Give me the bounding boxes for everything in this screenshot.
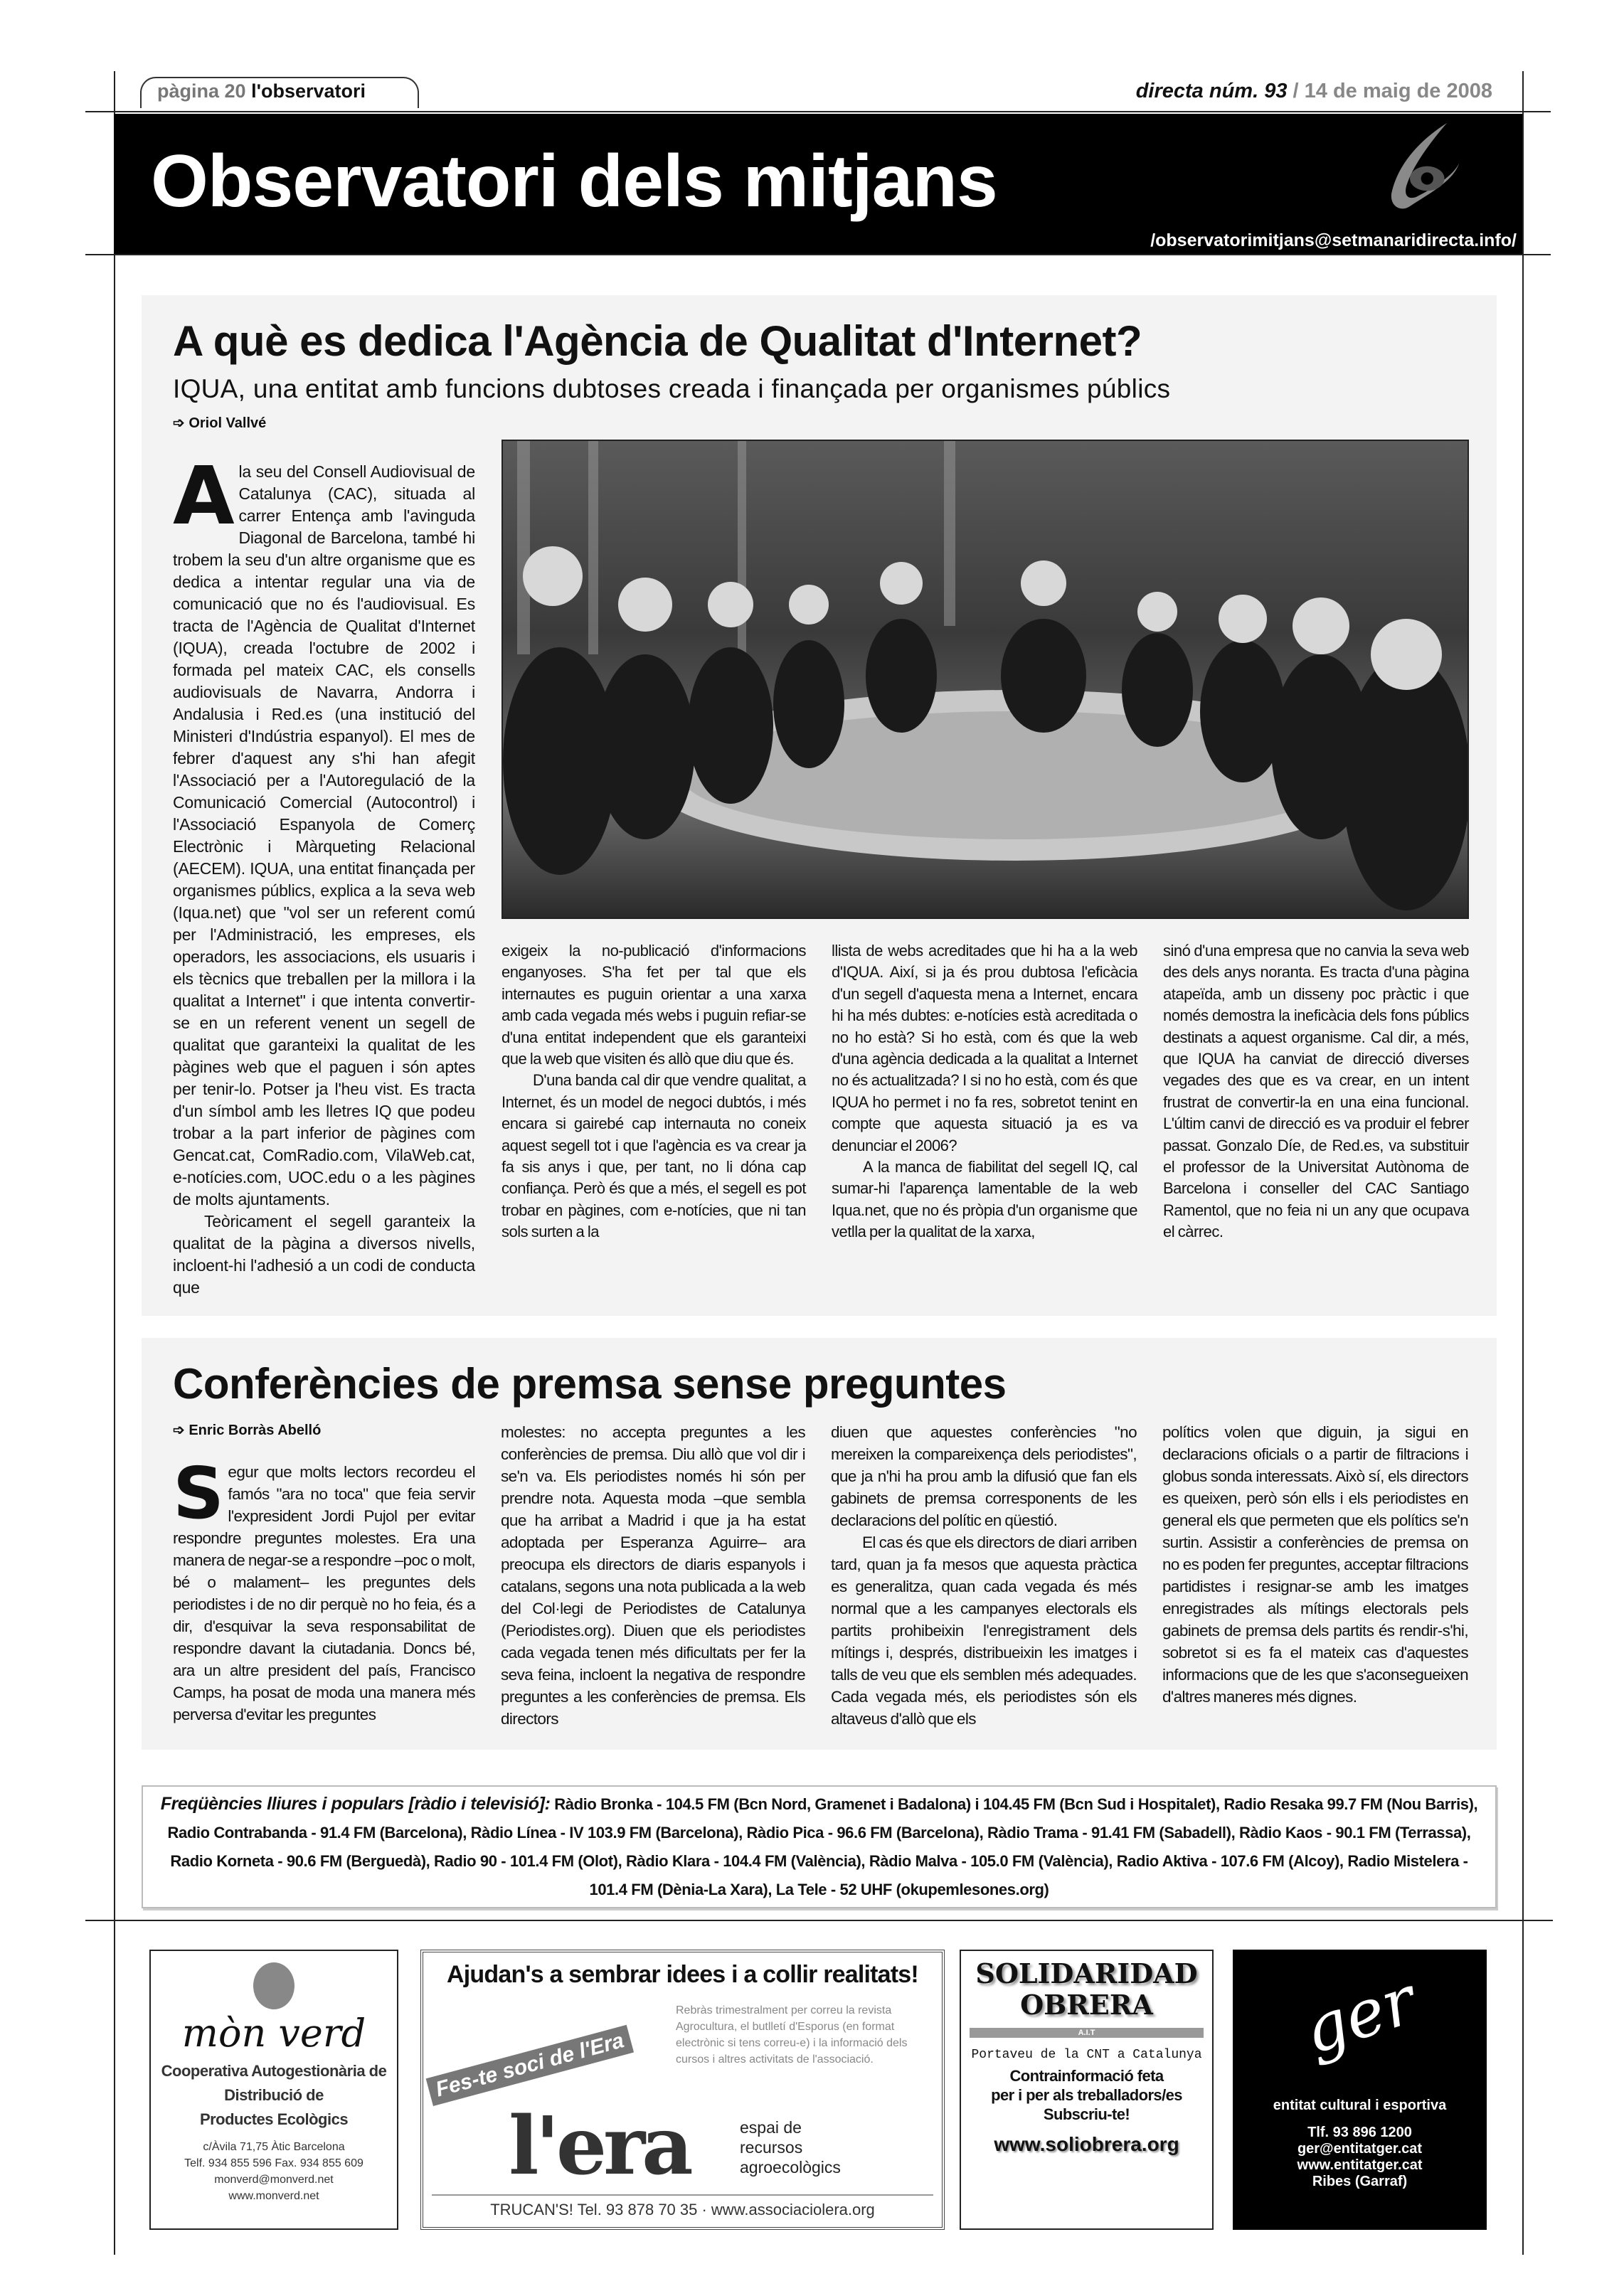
paragraph: polítics volen que diguin, ja sigui en declaracions oficials o a partir de filtracions i globus sonda interessats. Això sí, els directors es queixen, però són ells i els periodistes en general els que permeten que els polítics se'n surtin. Assistir a conferències de premsa on no es poden fer preguntes, acceptar filtracions partidistes i resignar-se amb les imatges enregistrades als mítings electorals pels gabinets de premsa dels partits és rendir-s'hi, sobretot si es fa el mateix cas d'aquestes informacions que de les que s'aconsegueixen d'altres maneres més dignes. xyxy=(1162,1423,1468,1706)
paragraph: llista de webs acreditades que hi ha a la web d'IQUA. Així, si ja és prou dubtosa l'eficàcia d'un segell d'aquesta mena a Internet, encara hi ha més dubtes: e-notícies està acreditada o no ho està? Si ho està, com és que la web d'una agència dedicada a la qualitat a Internet no és actualitzada? I si no ho està, com és que IQUA ho permet i no fa res, sobretot tenint en compte que aquesta situació ja es va denunciar el 2006? xyxy=(832,942,1137,1154)
ads-row xyxy=(142,1950,1497,2230)
frame-line-top xyxy=(85,111,1551,112)
ger-logo: ger xyxy=(1294,1962,1425,2069)
meeting-photo-illustration xyxy=(503,441,1469,919)
solidaridad-line: Contrainformació feta xyxy=(1009,2067,1164,2085)
masthead-band xyxy=(114,114,1522,254)
lera-footer: TRUCAN'S! Tel. 93 878 70 35 · www.associaciolera.org xyxy=(490,2201,875,2218)
page-content xyxy=(142,295,1497,2230)
solidaridad-web[interactable]: www.soliobrera.org xyxy=(994,2133,1179,2155)
solidaridad-line: Subscriu-te! xyxy=(1043,2105,1130,2123)
solidaridad-line: Portaveu de la CNT a Catalunya xyxy=(971,2048,1202,2062)
ad-ger[interactable] xyxy=(1233,1950,1487,2230)
issue-info xyxy=(1136,78,1492,104)
ger-phone: Tlf. 93 896 1200 xyxy=(1307,2125,1412,2140)
article-column-1 xyxy=(173,440,475,1299)
lera-blurb: Rebràs trimestralment per correu la revista Agrocultura, el butlletí d'Esporus (en format electrònic si tens correu-e) i la informació dels cursos i altres activitats de l'associació. xyxy=(676,2004,908,2066)
byline xyxy=(173,414,1465,432)
article-iqua xyxy=(142,295,1497,1316)
ger-email[interactable]: ger@entitatger.cat xyxy=(1297,2141,1423,2157)
article-column-4 xyxy=(1163,940,1469,1243)
radio-line: Radio Resaka 99.7 FM (Nou Barris), Radio Contrabanda - 91.4 FM (Barcelona), Ràdio Línea - IV 103.9 FM (Barcelona), Ràdio Pica - 96.6 FM (Barcelona), xyxy=(167,1795,1478,1841)
radio-line: Ràdio Trama - 91.41 FM (Sabadell), Ràdio Kaos - 90.1 FM (Terrassa), Radio Korneta - 90.6 FM (Berguedà), Radio 90 - 101.4 FM (Olot), Ràdio Klara - 104.4 FM (València), xyxy=(170,1824,1471,1870)
lera-tagline: recursos xyxy=(740,2138,803,2157)
contact-email[interactable]: /observatorimitjans@setmanaridirecta.info/ xyxy=(1150,230,1517,250)
radio-line: Ràdio Malva - 105.0 FM (València), Radio Aktiva - 107.6 FM (Alcoy), Radio Mistelera - 101.4 FM (Dènia-La Xara), La Tele - 52 UHF (okupemlesones.org) xyxy=(589,1852,1468,1898)
author-name: Oriol Vallvé xyxy=(189,415,267,431)
lera-banner: Fes-te soci de l'Era xyxy=(426,2025,635,2106)
frame-line-left xyxy=(114,71,115,2255)
meeting-photo xyxy=(501,440,1469,919)
paragraph: A la manca de fiabilitat del segell IQ, cal sumar-hi l'aparença lamentable de la web Iqua.net, que no és pròpia d'un organisme que vetlla per la qualitat de la xarxa, xyxy=(832,1158,1137,1241)
page-section-tab xyxy=(140,77,419,108)
drop-cap: A xyxy=(173,450,235,543)
ad-lera[interactable] xyxy=(420,1950,945,2230)
article-title: Conferències de premsa sense preguntes xyxy=(173,1360,1007,1408)
masthead-title: Observatori dels mitjans xyxy=(151,140,997,223)
article-subtitle: IQUA, una entitat amb funcions dubtoses creada i finançada per organismes públics xyxy=(173,374,1171,403)
logo-circle-icon xyxy=(253,1962,294,2009)
lera-tagline: agroecològics xyxy=(740,2158,841,2177)
lera-tagline: espai de xyxy=(740,2118,802,2137)
monverd-org-line: Productes Ecològics xyxy=(199,2110,349,2128)
paragraph: El cas és que els directors de diari arriben tard, quan ja fa mesos que aquesta pràctica es generalitza, quan cada vegada és més normal que a les campanyes electorals els partits prohibeixin l'enregistrament dels mítings i, després, distribueixin les imatges i talls de veu que els semblen més adequades. Cada vegada més, els periodistes són els altaveus d'allò que els xyxy=(831,1534,1137,1728)
monverd-email[interactable]: monverd@monverd.net xyxy=(214,2174,334,2186)
paragraph: Teòricament el segell garanteix la qualitat de la pàgina a diversos nivells, incloent-hi l'adhesió a un codi de conducta que xyxy=(173,1212,475,1297)
paragraph: D'una banda cal dir que vendre qualitat, a Internet, és un model de negoci dubtós, i més encara si gairebé cap internauta no coneix aquest segell tot i que l'agència es va crear ja fa sis anys i que, per tant, no li dóna cap confiança. Però és que a més, el segell es pot trobar en pàgines, com e-notícies, que ni tan sols surten a la xyxy=(501,1071,806,1241)
solidaridad-logo: OBRERA xyxy=(1020,1989,1153,2021)
article-body xyxy=(173,1421,1468,1730)
article-column-1 xyxy=(173,1421,475,1730)
article-column-4 xyxy=(1162,1421,1468,1730)
article-column-1-text xyxy=(173,1452,475,1726)
ait-label: A.I.T xyxy=(1078,2029,1095,2037)
solidaridad-line: per i per als treballadors/es xyxy=(991,2086,1182,2104)
section-name: l'observatori xyxy=(251,80,366,102)
drop-cap: S xyxy=(173,1452,224,1535)
lera-headline: Ajudan's a sembrar idees i a collir realitats! xyxy=(447,1961,918,1988)
page-number: pàgina 20 xyxy=(157,80,246,102)
article-press-conferences xyxy=(142,1338,1497,1750)
radio-heading: Freqüències lliures i populars [ràdio i televisió]: xyxy=(160,1794,551,1814)
monverd-org-line: Distribució de xyxy=(224,2086,324,2104)
radio-line: Ràdio Bronka - 104.5 FM (Bcn Nord, Gramenet i Badalona) i 104.45 FM (Bcn Sud i Hospitalet), xyxy=(554,1795,1220,1813)
divider xyxy=(432,2194,933,2196)
ger-place: Ribes (Garraf) xyxy=(1312,2174,1408,2189)
monverd-logo: mòn verd xyxy=(181,2011,366,2056)
article-title: A què es dedica l'Agència de Qualitat d'Internet? xyxy=(173,317,1142,365)
frame-line-right xyxy=(1522,71,1524,2255)
byline-arrow-icon: ➩ xyxy=(173,1423,185,1438)
monverd-address: c/Àvila 71,75 Àtic Barcelona xyxy=(203,2141,345,2153)
article-column-2 xyxy=(501,940,806,1243)
article-column-3 xyxy=(832,940,1137,1243)
paragraph: diuen que aquestes conferències "no mereixen la compareixença dels periodistes", que ja n'hi ha prou amb la difusió que fan els gabinets de premsa corresponents de les declaracions del polític en qüestió. xyxy=(831,1423,1137,1529)
eye-logo-icon xyxy=(1373,119,1465,219)
article-column-2 xyxy=(501,1421,805,1730)
article-columns-row xyxy=(501,940,1469,1243)
issue-number: directa núm. 93 xyxy=(1135,80,1288,102)
radio-frequencies-box xyxy=(142,1785,1497,1908)
monverd-web[interactable]: www.monverd.net xyxy=(228,2190,319,2202)
paragraph: la seu del Consell Audiovisual de Catalunya (CAC), situada al carrer Entença amb l'avinguda Diagonal de Barcelona, també hi trobem la seu d'un altre organisme que es dedica a intentar regular una via de comunicació que no és l'audiovisual. Es tracta de l'Agència de Qualitat d'Internet (IQUA), creada l'octubre de 2002 i formada pel mateix CAC, els consells audiovisuals de Navarra, Andorra i Andalusia i Red.es (una institució del Ministeri d'Indústria espanyol). El mes de febrer d'aquest any s'hi han afegit l'Associació per a l'Autoregulació de la Comunicació Comercial (Autocontrol) i l'Associació Espanyola de Comerç Electrònic i Màrqueting Relacional (AECEM). IQUA, una entitat finançada per organismes públics, explica a la seva web (Iqua.net) que "vol ser un referent comú per l'Administració, les empreses, els operadors, les associacions, els usuaris i els tècnics que treballen per la millora i la qualitat a Internet" i que intenta convertir-se en un referent venent un segell de qualitat que garanteixi la qualitat de les pàgines web que el paguen i són aptes per tenir-lo. Potser ja l'heu vist. Es tracta d'un símbol amb les lletres IQ que podeu trobar a la part inferior de pàgines com Gencat.cat, ComRadio.com, VilaWeb.cat, e-notícies.com, UOC.edu o a les pàgines de molts ajuntaments. xyxy=(173,462,475,1208)
monverd-phone: Telf. 934 855 596 Fax. 934 855 609 xyxy=(184,2157,363,2169)
article-right-area xyxy=(501,440,1469,1299)
lera-logo: l'era xyxy=(509,2100,690,2193)
author-name: Enric Borràs Abelló xyxy=(189,1423,322,1438)
ger-tagline: entitat cultural i esportiva xyxy=(1273,2098,1447,2113)
paragraph: exigeix la no-publicació d'informacions enganyoses. S'ha fet per tal que els internautes es puguin orientar a una xarxa amb cada vegada més webs i puguin refiar-se d'una entitat independent que els garanteixi que la web que visiten és allò que diu que és. xyxy=(501,942,806,1068)
paragraph: molestes: no accepta preguntes a les conferències de premsa. Diu allò que vol dir i se'n va. Els periodistes només hi són per prendre nota. Aquesta moda –que sembla que ha arribat a Madrid i que ja ha estat adoptada per Esperanza Aguirre– ara preocupa els directors de diaris espanyols i catalans, segons una nota publicada a la web del Col·legi de Periodistes de Catalunya (Periodistes.org). Diuen que els periodistes cada vegada tenen més dificultats per fer la seva feina, incloent la negativa de respondre preguntes a les conferències de premsa. Els directors xyxy=(501,1423,805,1728)
frame-line-ads xyxy=(85,1920,1553,1921)
issue-date: / 14 de maig de 2008 xyxy=(1293,80,1492,102)
byline xyxy=(173,1421,475,1440)
byline-arrow-icon: ➩ xyxy=(173,415,185,431)
ger-web[interactable]: www.entitatger.cat xyxy=(1297,2157,1423,2173)
article-body xyxy=(173,440,1469,1299)
monverd-org-line: Cooperativa Autogestionària de xyxy=(161,2062,387,2080)
frame-line-band-bottom xyxy=(85,254,1551,255)
ad-solidaridad-obrera[interactable] xyxy=(960,1950,1214,2230)
article-column-3 xyxy=(831,1421,1137,1730)
ad-monverd[interactable] xyxy=(149,1950,398,2230)
ait-bar xyxy=(970,2028,1204,2038)
solidaridad-logo: SOLIDARIDAD xyxy=(975,1957,1198,1989)
paragraph: egur que molts lectors recordeu el famós "ara no toca" que feia servir l'expresident Jordi Pujol per evitar respondre preguntes molestes. Era una manera de negar-se a respondre –poc o molt, bé o malament– les preguntes dels periodistes i de no dir perquè no ho feia, és a dir, d'esquivar la seva responsabilitat de respondre davant la ciutadania. Doncs bé, ara un altre president del país, Francisco Camps, ha posat de moda una manera més perversa d'evitar les preguntes xyxy=(173,1463,475,1723)
paragraph: sinó d'una empresa que no canvia la seva web des dels anys noranta. Es tracta d'una pàgina atapeïda, amb un disseny poc pràctic i que només demostra la ineficàcia dels fons públics destinats a aquest organisme. Cal dir, a més, que IQUA ha canviat de direcció diverses vegades des que es va crear, en un intent frustrat de convertir-la en una eina funcional. L'últim canvi de direcció es va produir el febrer passat. Gonzalo Díe, de Red.es, va substituir el professor de la Universitat Autònoma de Barcelona i conseller del CAC Santiago Ramentol, que no feia ni un any que ocupava el càrrec. xyxy=(1163,942,1469,1241)
